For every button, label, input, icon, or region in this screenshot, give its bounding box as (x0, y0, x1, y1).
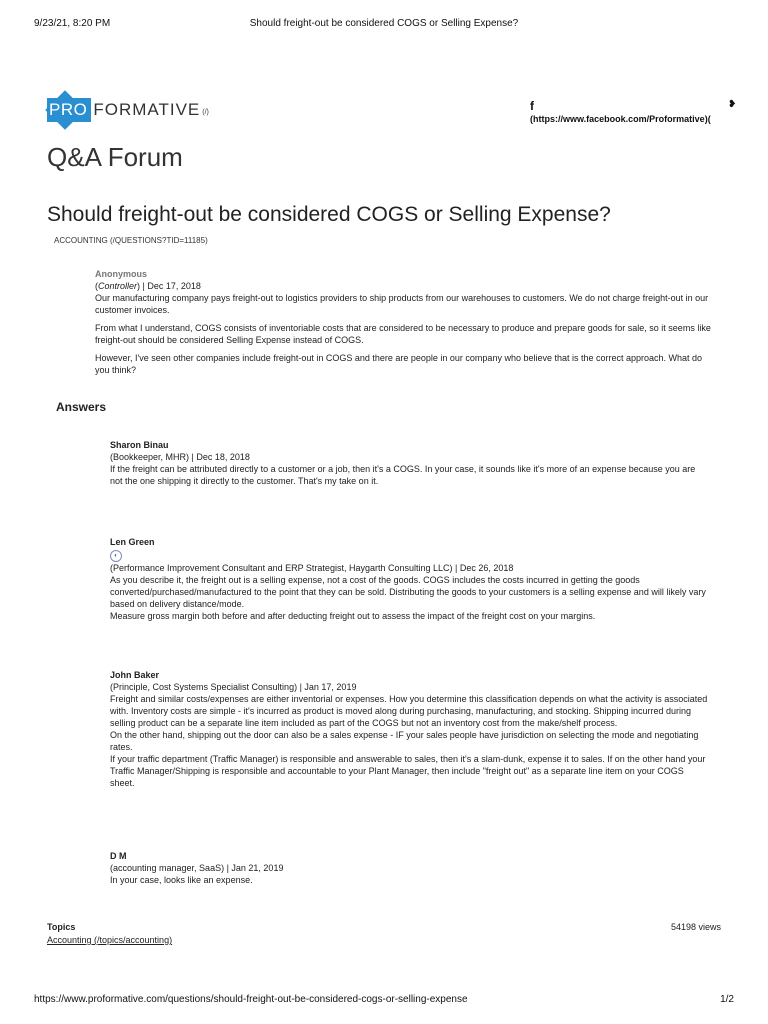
facebook-icon[interactable]: f (530, 99, 534, 113)
print-page-number: 1/2 (720, 994, 734, 1005)
answer-text: Freight and similar costs/expenses are either inventorial or expenses. How you determine this classification depends on what the activity is associated with. Inventory costs are simple - it's incurred as product is moved along during purchasing, manufacturing, and stocking. Shipping incurred during selling product can be a separate line item included as part of the COGS but not an inventory cost from the make/shelf process. (110, 694, 708, 728)
answer-author: D M (110, 851, 127, 861)
print-title: Should freight-out be considered COGS or Selling Expense? (249, 18, 519, 29)
answer-item (110, 669, 710, 789)
answer-text: In your case, looks like an expense. (110, 875, 253, 885)
view-count: 54198 views (671, 922, 722, 932)
question-paragraph: However, I've seen other companies include freight-out in COGS and there are people in our company who believe that is the correct approach. What do you think? (95, 353, 703, 375)
forum-title: Q&A Forum (47, 142, 183, 172)
question-author: Anonymous (95, 269, 148, 279)
answer-meta: (Bookkeeper, MHR) | Dec 18, 2018 (110, 452, 250, 462)
answers-heading: Answers (56, 400, 107, 414)
question-body (95, 268, 715, 382)
answer-meta: (accounting manager, SaaS) | Jan 21, 2019 (110, 863, 284, 873)
print-footer (34, 994, 734, 1008)
answer-text: Measure gross margin both before and after deducting freight out to assess the impact of the freight cost on your margins. (110, 611, 596, 621)
question-role: Controller (98, 281, 138, 291)
question-meta: (Controller) | Dec 17, 2018 (95, 281, 201, 291)
answer-item (110, 536, 710, 622)
print-header (34, 18, 734, 32)
answer-author: John Baker (110, 670, 160, 680)
answer-author: Len Green (110, 537, 155, 547)
logo-link[interactable]: (/) (202, 108, 209, 116)
question-paragraph: From what I understand, COGS consists of inventoriable costs that are considered to be necessary to produce and prepare goods for sale, so it seems like freight-out should be considered Selling Expense instead of COGS. (95, 323, 711, 345)
answer-text: On the other hand, shipping out the door can also be a sales expense - IF your sales people have jurisdiction on selecting the mode and negotiating rates. (110, 730, 699, 752)
answer-item (110, 439, 710, 487)
question-paragraph: Our manufacturing company pays freight-out to logistics providers to ship products from our warehouses to customers. We do not charge freight-out in our customer invoices. (95, 293, 709, 315)
question-category-link[interactable]: ACCOUNTING (/QUESTIONS?TID=11185) (54, 236, 208, 245)
answer-meta: (Performance Improvement Consultant and ERP Strategist, Haygarth Consulting LLC) | Dec 26, 2018 (110, 563, 514, 573)
member-badge-icon: ◐ (110, 550, 122, 562)
question-title: Should freight-out be considered COGS or Selling Expense? (47, 203, 611, 226)
question-date: | Dec 17, 2018 (142, 281, 201, 291)
print-url: https://www.proformative.com/questions/should-freight-out-be-considered-cogs-or-selling-expense (34, 994, 468, 1005)
answer-text: As you describe it, the freight out is a selling expense, not a cost of the goods. COGS includes the costs incurred in getting the goods converted/purchased/manufactured to the point that they can be sold. Distributing the goods to your customers is a selling expense and will likely vary based on delivery distance/mode. (110, 575, 706, 609)
facebook-link[interactable]: (https://www.facebook.com/Proformative)( (530, 114, 711, 124)
answer-text: If the freight can be attributed directly to a customer or a job, then it's a COGS. In your case, it sounds like it's more of an expense because you are not the one shipping it directly to the customer. That's my take on it. (110, 464, 696, 486)
topics-heading: Topics (47, 922, 76, 932)
logo-pro-text: PRO (47, 98, 91, 122)
topic-link-accounting[interactable]: Accounting (/topics/accounting) (47, 935, 173, 945)
answer-meta: (Principle, Cost Systems Specialist Consulting) | Jan 17, 2019 (110, 682, 357, 692)
answer-text: If your traffic department (Traffic Manager) is responsible and answerable to sales, then it's a slam-dunk, expense it to sales. If on the other hand your Traffic Manager/Shipping is responsible and accountable to your Plant Manager, then include "freight out" as a separate line item on your COGS sheet. (110, 754, 706, 788)
twitter-icon[interactable]: ❥ (728, 99, 737, 110)
answer-author: Sharon Binau (110, 440, 169, 450)
answer-item (110, 850, 710, 886)
print-date: 9/23/21, 8:20 PM (34, 18, 111, 29)
proformative-logo[interactable] (47, 90, 209, 130)
logo-formative-text: FORMATIVE (93, 100, 201, 119)
